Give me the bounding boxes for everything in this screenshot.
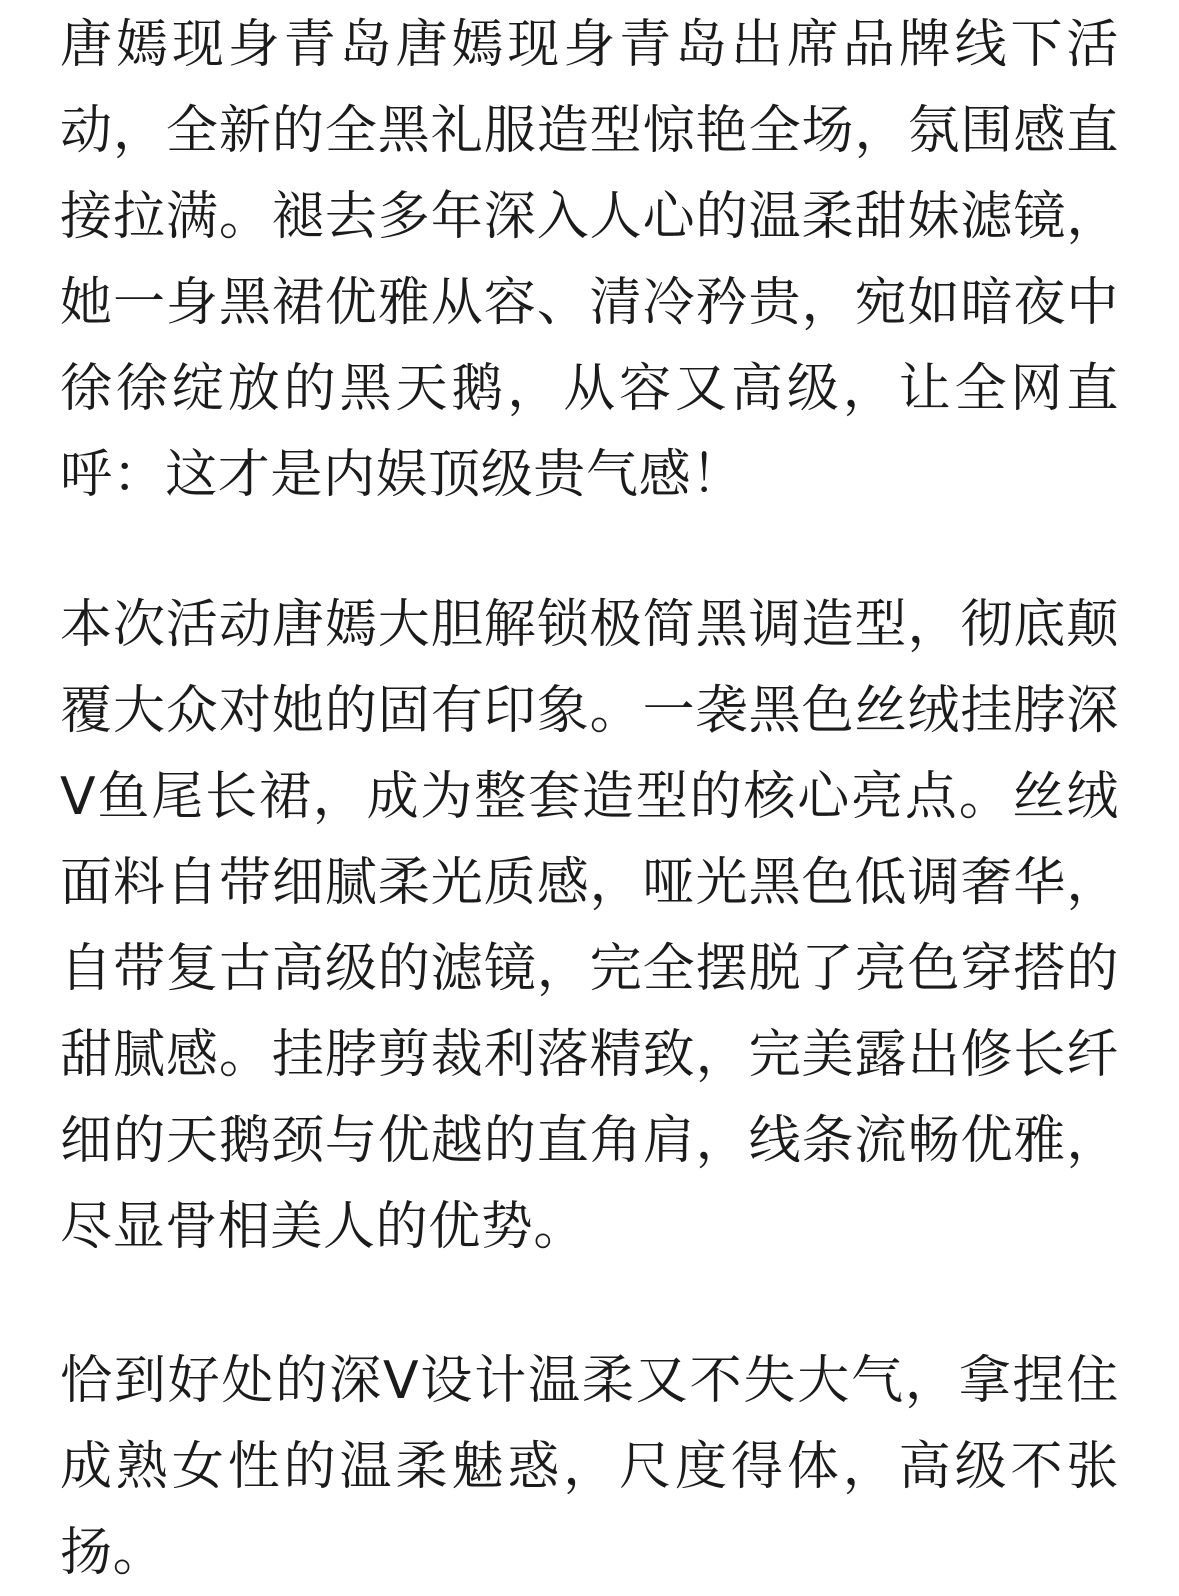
article-paragraph-3: 恰到好处的深V设计温柔又不失大气，拿捏住成熟女性的温柔魅惑，尺度得体，高级不张扬。 [60,1351,1119,1583]
article-paragraph-1: 唐嫣现身青岛唐嫣现身青岛出席品牌线下活动，全新的全黑礼服造型惊艳全场，氛围感直接拉满。褪去多年深入人心的温柔甜妹滤镜，她一身黑裙优雅从容、清冷矜贵，宛如暗夜中徐徐绽放的黑天鹅，从容又高级，让全网直呼：这才是内娱顶级贵气感！ [60,15,1119,505]
article-paragraph-2: 本次活动唐嫣大胆解锁极简黑调造型，彻底颠覆大众对她的固有印象。一袭黑色丝绒挂脖深V鱼尾长裙，成为整套造型的核心亮点。丝绒面料自带细腻柔光质感，哑光黑色低调奢华，自带复古高级的滤镜，完全摆脱了亮色穿搭的甜腻感。挂脖剪裁利落精致，完美露出修长纤细的天鹅颈与优越的直角肩，线条流畅优雅，尽显骨相美人的优势。 [60,595,1119,1257]
